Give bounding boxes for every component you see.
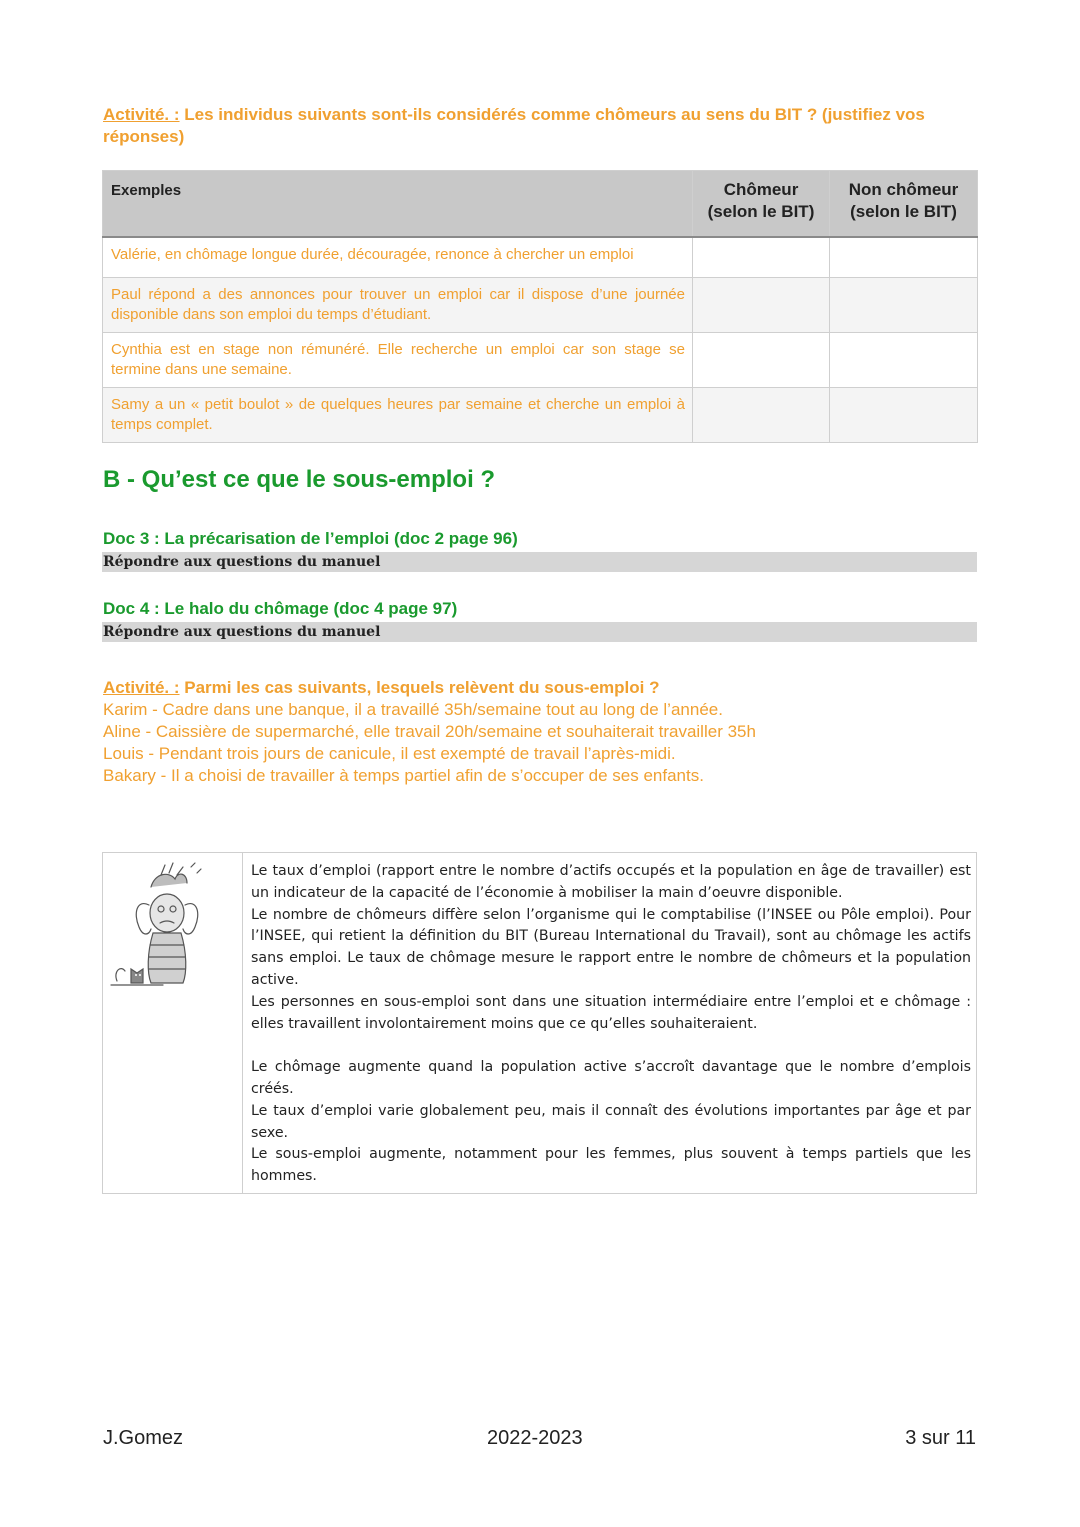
list-item: Bakary - Il a choisi de travailler à temps partiel afin de s’occuper de ses enfants. xyxy=(103,766,704,785)
list-item: Karim - Cadre dans une banque, il a travaillé 35h/semaine tout au long de l’année. xyxy=(103,700,723,719)
case-valerie: Valérie, en chômage longue durée, découragée, renonce à chercher un emploi xyxy=(103,237,693,278)
list-item: Aline - Caissière de supermarché, elle travail 20h/semaine et souhaiterait travailler 35h xyxy=(103,722,756,741)
doc4-title: Doc 4 : Le halo du chômage (doc 4 page 97) xyxy=(103,599,458,618)
worried-person-illustration xyxy=(103,853,243,1193)
table-row xyxy=(103,278,978,333)
summary-paragraph: Le taux d’emploi (rapport entre le nombre d’actifs occupés et la population en âge de travailler) est un indicateur de la capacité de l’économie à mobiliser la main d’oeuvre disponible. xyxy=(251,863,971,901)
activity-1-label: Activité. : xyxy=(103,105,180,124)
footer-year: 2022-2023 xyxy=(487,1427,583,1449)
case-samy: Samy a un « petit boulot » de quelques heures par semaine et cherche un emploi à temps complet. xyxy=(103,388,693,443)
answer-cell-chomeur[interactable] xyxy=(693,333,830,388)
activity-2 xyxy=(103,677,756,787)
case-paul: Paul répond a des annonces pour trouver un emploi car il dispose d’une journée disponible dans son emploi du temps d’étudiant. xyxy=(103,278,693,333)
table-header-row xyxy=(103,171,978,238)
table-row xyxy=(103,333,978,388)
table-row xyxy=(103,237,978,278)
summary-paragraph: Le chômage augmente quand la population active s’accroît davantage que le nombre d’emplois créés. xyxy=(251,1059,971,1097)
list-item: Louis - Pendant trois jours de canicule, il est exempté de travail l’après-midi. xyxy=(103,744,676,763)
summary-paragraph: Le taux d’emploi varie globalement peu, mais il connaît des évolutions importantes par âge et par sexe. xyxy=(251,1102,971,1141)
activity-1-text: Les individus suivants sont-ils considérés comme chômeurs au sens du BIT ? (justifiez vos réponses) xyxy=(103,105,925,146)
activity-2-question: Activité. : Parmi les cas suivants, lesquels relèvent du sous-emploi ? xyxy=(103,678,660,697)
section-b-title: B - Qu’est ce que le sous-emploi ? xyxy=(103,466,496,493)
answer-cell-non-chomeur[interactable] xyxy=(830,237,978,278)
header-examples: Exemples xyxy=(103,171,693,238)
summary-text xyxy=(251,861,971,1188)
answer-cell-chomeur[interactable] xyxy=(693,388,830,443)
summary-paragraph: Le nombre de chômeurs diffère selon l’organisme qui le comptabilise (l’INSEE ou Pôle emploi). Pour l’INSEE, qui retient la définition du BIT (Bureau International du Travail), sont au chômage les actifs sans emploi. Le taux de chômage mesure le rapport entre le nombre de chômeurs et la population active. xyxy=(251,906,971,988)
activity-2-label: Activité. : xyxy=(103,678,180,697)
answer-cell-non-chomeur[interactable] xyxy=(830,333,978,388)
footer-author: J.Gomez xyxy=(103,1427,184,1449)
footer-page-number: 3 sur 11 xyxy=(905,1427,976,1449)
case-cynthia: Cynthia est en stage non rémunéré. Elle recherche un emploi car son stage se termine dans une semaine. xyxy=(103,333,693,388)
header-non-chomeur: Non chômeur (selon le BIT) xyxy=(830,171,978,238)
summary-paragraph: Les personnes en sous-emploi sont dans une situation intermédiaire entre l’emploi et e chômage : elles travaillent involontairement moins que ce qu’elles souhaiteraient. xyxy=(251,993,971,1032)
summary-box xyxy=(102,852,977,1194)
table-row xyxy=(103,388,978,443)
answer-cell-chomeur[interactable] xyxy=(693,278,830,333)
doc3-title: Doc 3 : La précarisation de l’emploi (doc 2 page 96) xyxy=(103,529,518,548)
answer-cell-non-chomeur[interactable] xyxy=(830,278,978,333)
answer-cell-non-chomeur[interactable] xyxy=(830,388,978,443)
activity-1-question xyxy=(103,104,983,148)
doc3-instruction: Répondre aux questions du manuel xyxy=(102,552,977,572)
bit-classification-table xyxy=(102,170,978,443)
answer-cell-chomeur[interactable] xyxy=(693,237,830,278)
header-chomeur: Chômeur (selon le BIT) xyxy=(693,171,830,238)
summary-paragraph: Le sous-emploi augmente, notamment pour les femmes, plus souvent à temps partiels que les hommes. xyxy=(251,1146,971,1185)
doc4-instruction: Répondre aux questions du manuel xyxy=(102,622,977,642)
